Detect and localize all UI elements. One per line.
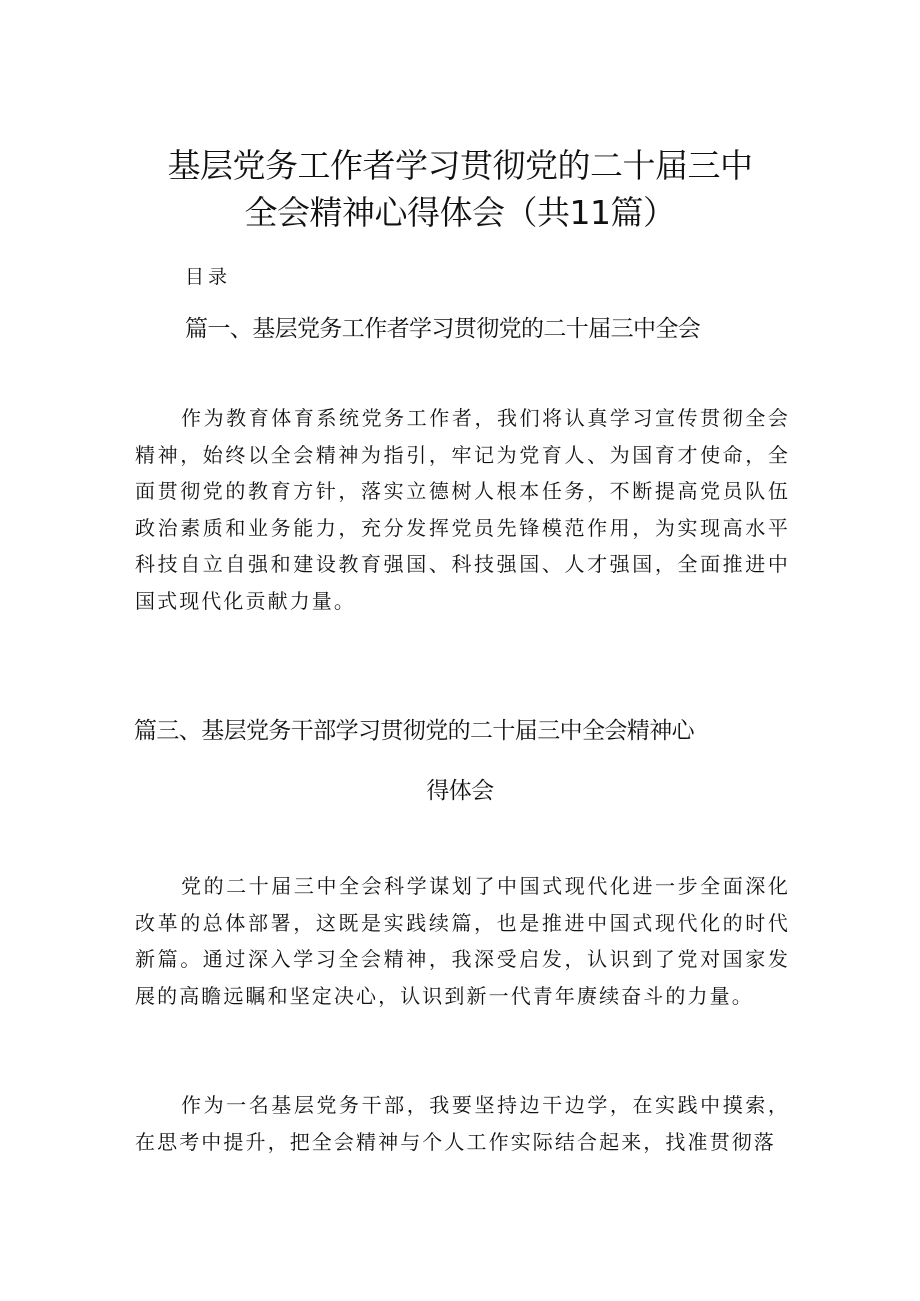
body-paragraph-2: 党的二十届三中全会科学谋划了中国式现代化进一步全面深化改革的总体部署，这既是实践续篇，也是推进中国式现代化的时代新篇。通过深入学习全会精神，我深受启发，认识到了党对国家发展的高瞻远瞩和坚定决心，认识到新一代青年赓续奋斗的力量。: [135, 874, 790, 1008]
body-paragraph-3: 作为一名基层党务干部，我要坚持边干边学，在实践中摸索，在思考中提升，把全会精神与个人工作实际结合起来，找准贯彻落: [135, 1093, 790, 1154]
section-heading-3-line-2: 得体会: [426, 778, 494, 804]
section-heading-3-line-1: 篇三、基层党务干部学习贯彻党的二十届三中全会精神心: [134, 718, 695, 744]
document-title-line-2: 全会精神心得体会（共11篇）: [244, 193, 676, 232]
section-heading-1: 篇一、基层党务工作者学习贯彻党的二十届三中全会: [185, 316, 701, 342]
table-of-contents-label: 目录: [185, 266, 232, 288]
document-title-line-1: 基层党务工作者学习贯彻党的二十届三中: [167, 146, 753, 185]
body-paragraph-1: 作为教育体育系统党务工作者，我们将认真学习宣传贯彻全会精神，始终以全会精神为指引，牢记为党育人、为国育才使命，全面贯彻党的教育方针，落实立德树人根本任务，不断提高党员队伍政治素质和业务能力，充分发挥党员先锋模范作用，为实现高水平科技自立自强和建设教育强国、科技强国、人才强国，全面推进中国式现代化贡献力量。: [135, 406, 790, 613]
